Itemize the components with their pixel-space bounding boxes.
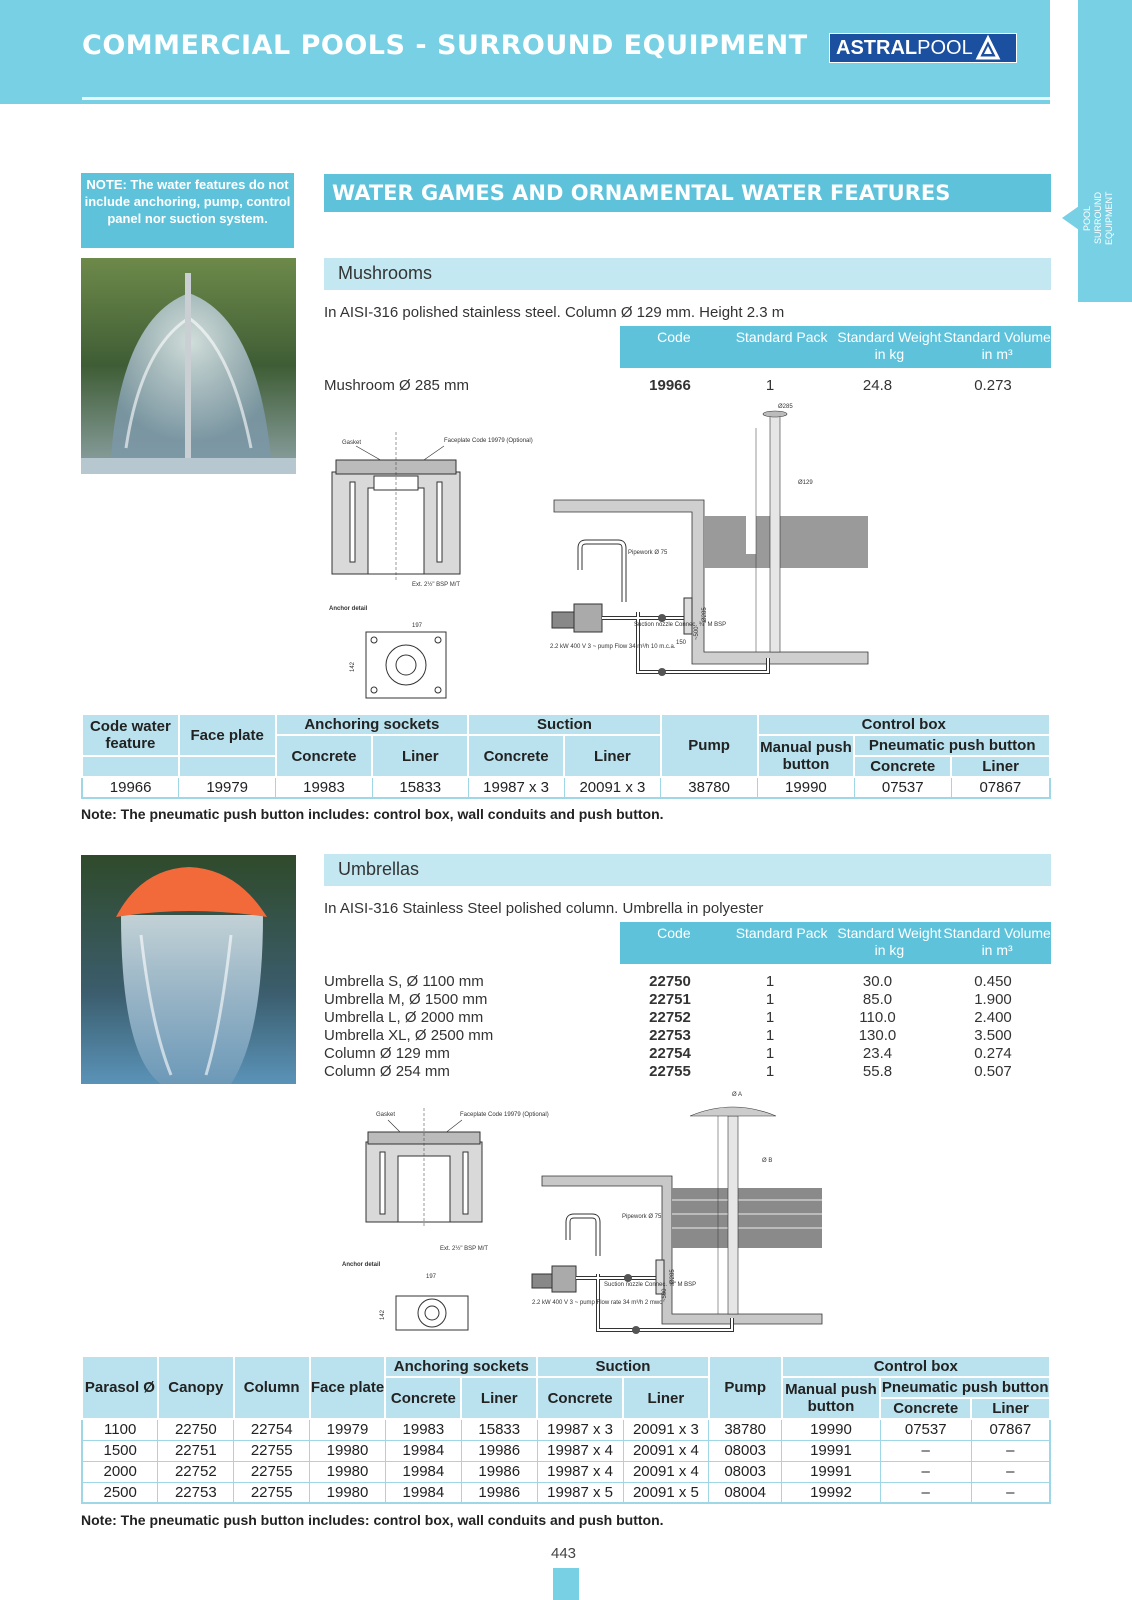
cell: 07867 [951, 777, 1050, 798]
label-gasket: Gasket [342, 440, 362, 446]
label-dim2: 142 [350, 661, 356, 672]
umbrellas-note: Note: The pneumatic push button includes: control box, wall conduits and push button. [81, 1512, 664, 1528]
spec-pack: 1 [765, 973, 775, 990]
cell: – [880, 1440, 971, 1461]
cell: 22754 [234, 1419, 310, 1440]
spec-weight: 24.8 [862, 377, 893, 394]
cell: 20091 x 4 [623, 1461, 709, 1482]
cell: – [971, 1461, 1050, 1482]
spec-name: Column Ø 254 mm [324, 1063, 450, 1080]
cell: 19984 [385, 1461, 461, 1482]
spec-header-weight: Standard Weight in kg [837, 925, 942, 958]
cell: – [880, 1482, 971, 1503]
spec-volume: 0.274 [974, 1045, 1012, 1062]
table-row [82, 777, 1050, 798]
spec-weight: 23.4 [862, 1045, 893, 1062]
th-liner: Liner [971, 1398, 1050, 1419]
th-face-plate: Face plate [310, 1356, 386, 1419]
umbrella-installation-diagram [532, 1088, 832, 1338]
spec-row [324, 1027, 1051, 1045]
cell: 22755 [234, 1461, 310, 1482]
label-faceplate: Faceplate Code 19979 (Optional) [444, 438, 533, 444]
label-anchor-detail: Anchor detail [329, 606, 368, 612]
logo-pool: POOL [917, 36, 973, 59]
th-concrete: Concrete [880, 1398, 971, 1419]
footer-tab [553, 1568, 579, 1600]
cell: 19983 [276, 777, 373, 798]
cell: – [880, 1461, 971, 1482]
cell: 19990 [758, 777, 855, 798]
spec-code: 22754 [649, 1045, 691, 1062]
label-ext: Ext. 2½" BSP M/T [412, 582, 461, 588]
cell: 22752 [158, 1461, 234, 1482]
spec-name: Column Ø 129 mm [324, 1045, 450, 1062]
th-suction: Suction [537, 1356, 709, 1377]
th-concrete: Concrete [537, 1377, 623, 1419]
cell: 19987 x 4 [537, 1461, 623, 1482]
th-canopy: Canopy [158, 1356, 234, 1419]
label-dim2: 142 [380, 1309, 386, 1320]
spec-pack: 1 [765, 991, 775, 1008]
mushroom-anchor-diagram [326, 432, 533, 704]
label-d150: 150 [676, 640, 687, 646]
label-pipework: Pipework Ø 75 [628, 550, 668, 556]
th-concrete: Concrete [385, 1377, 461, 1419]
cell: 19984 [385, 1440, 461, 1461]
cell: 19986 [461, 1461, 537, 1482]
spec-weight: 55.8 [862, 1063, 893, 1080]
spec-pack: 1 [765, 1063, 775, 1080]
cell: 19966 [82, 777, 179, 798]
side-tab-label: POOL SURROUND EQUIPMENT [1082, 191, 1114, 245]
spec-name: Umbrella S, Ø 1100 mm [324, 973, 484, 990]
label-d500: ~500 [662, 1288, 668, 1302]
table-row [82, 1440, 1050, 1461]
spec-header-weight: Standard Weight in kg [837, 329, 942, 362]
cell: 08004 [709, 1482, 782, 1503]
cell: 22755 [234, 1440, 310, 1461]
cell: 20091 x 3 [564, 777, 661, 798]
cell: 38780 [709, 1419, 782, 1440]
spec-row [324, 991, 1051, 1009]
cell: 19987 x 4 [537, 1440, 623, 1461]
th-pump: Pump [709, 1356, 782, 1419]
spec-row [324, 377, 1051, 395]
logo-brand: ASTRAL [836, 36, 918, 59]
logo-triangle-icon [977, 36, 999, 60]
spec-row [324, 973, 1051, 991]
label-dim1: 197 [412, 623, 423, 629]
cell: 19979 [179, 777, 276, 798]
th-pneumatic: Pneumatic push button [854, 735, 1050, 756]
th-pump: Pump [661, 714, 758, 777]
spec-header-code: Code [657, 329, 691, 345]
cell: 08003 [709, 1461, 782, 1482]
note-box: NOTE: The water features do not include anchoring, pump, control panel nor suction system. [81, 173, 294, 248]
header-divider [82, 97, 1050, 100]
cell: 08003 [709, 1440, 782, 1461]
mushroom-installation-diagram [538, 402, 870, 698]
spec-header-pack: Standard Pack [735, 925, 828, 941]
th-face-plate: Face plate [179, 714, 276, 756]
cell: 1100 [82, 1419, 158, 1440]
cell: 19992 [782, 1482, 881, 1503]
spec-name: Mushroom Ø 285 mm [324, 377, 470, 394]
spec-weight: 85.0 [862, 991, 893, 1008]
th-manual: Manual push button [758, 735, 855, 777]
mushrooms-note: Note: The pneumatic push button includes: control box, wall conduits and push button. [81, 806, 664, 822]
umbrellas-spec-header [620, 922, 1051, 964]
spec-volume: 0.507 [974, 1063, 1012, 1080]
th-parasol: Parasol Ø [82, 1356, 158, 1419]
cell: 07537 [854, 777, 951, 798]
spec-code: 22752 [649, 1009, 691, 1026]
label-db: Ø B [762, 1158, 773, 1164]
umbrella-anchor-diagram [340, 1108, 549, 1330]
spec-code: 22751 [649, 991, 691, 1008]
th-blank [179, 756, 276, 777]
spec-pack: 1 [765, 1045, 775, 1062]
label-pump: 2.2 kW 400 V 3 ~ pump Flow rate 34 m³/h 2 mwc [532, 1300, 663, 1306]
label-da: Ø A [732, 1092, 743, 1098]
cell: 38780 [661, 777, 758, 798]
cell: 19986 [461, 1482, 537, 1503]
label-suction: Suction nozzle Connec. ¾" M BSP [634, 622, 727, 628]
spec-volume: 0.450 [974, 973, 1012, 990]
th-concrete: Concrete [468, 735, 564, 777]
mushroom-photo [81, 258, 296, 474]
spec-pack: 1 [765, 377, 775, 394]
label-d500: ~500 [694, 626, 700, 640]
cell: – [971, 1482, 1050, 1503]
cell: 07537 [880, 1419, 971, 1440]
cell: 19983 [385, 1419, 461, 1440]
astralpool-logo [829, 33, 1017, 63]
cell: 2000 [82, 1461, 158, 1482]
label-d129: Ø129 [798, 480, 813, 486]
th-suction: Suction [468, 714, 661, 735]
umbrellas-description: In AISI-316 Stainless Steel polished column. Umbrella in polyester [324, 900, 764, 917]
th-concrete: Concrete [854, 756, 951, 777]
cell: 15833 [372, 777, 468, 798]
cell: 19980 [310, 1482, 386, 1503]
label-dim1: 197 [426, 1274, 437, 1280]
cell: 20091 x 5 [623, 1482, 709, 1503]
spec-pack: 1 [765, 1027, 775, 1044]
table-row [82, 1419, 1050, 1440]
th-pneumatic: Pneumatic push button [881, 1379, 1049, 1396]
label-d185: Ø285 [702, 607, 708, 622]
cell: 19987 x 5 [537, 1482, 623, 1503]
spec-header-code: Code [657, 925, 691, 941]
th-anchoring: Anchoring sockets [385, 1356, 537, 1377]
spec-row [324, 1009, 1051, 1027]
spec-header-volume: Standard Volume in m³ [943, 329, 1051, 362]
th-anchoring: Anchoring sockets [276, 714, 469, 735]
spec-volume: 3.500 [974, 1027, 1012, 1044]
cell: 20091 x 3 [623, 1419, 709, 1440]
cell: 19984 [385, 1482, 461, 1503]
th-liner: Liner [461, 1377, 537, 1419]
mushrooms-spec-header [620, 326, 1051, 368]
cell: 19991 [782, 1461, 881, 1482]
spec-volume: 1.900 [974, 991, 1012, 1008]
spec-code: 22755 [649, 1063, 691, 1080]
cell: 19986 [461, 1440, 537, 1461]
spec-name: Umbrella L, Ø 2000 mm [324, 1009, 484, 1026]
mushrooms-subheader: Mushrooms [324, 258, 1051, 290]
cell: 1500 [82, 1440, 158, 1461]
label-d285: Ø285 [670, 1269, 676, 1284]
side-tab-arrow-icon [1062, 206, 1079, 230]
cell: 22751 [158, 1440, 234, 1461]
th-manual: Manual push button [782, 1377, 881, 1419]
th-blank [82, 756, 179, 777]
label-suction: Suction nozzle Connec. ¾" M BSP [604, 1282, 697, 1288]
section-title: WATER GAMES AND ORNAMENTAL WATER FEATURES [324, 174, 1051, 212]
cell: 15833 [461, 1419, 537, 1440]
label-gasket: Gasket [376, 1112, 396, 1118]
page-title: COMMERCIAL POOLS - SURROUND EQUIPMENT [82, 30, 808, 61]
umbrellas-table [81, 1355, 1051, 1504]
table-row [82, 1461, 1050, 1482]
label-d285: Ø285 [778, 404, 793, 410]
cell: 20091 x 4 [623, 1440, 709, 1461]
spec-weight: 110.0 [859, 1009, 896, 1026]
spec-pack: 1 [765, 1009, 775, 1026]
cell: 2500 [82, 1482, 158, 1503]
th-liner: Liner [951, 756, 1050, 777]
th-concrete: Concrete [276, 735, 373, 777]
cell: 19987 x 3 [537, 1419, 623, 1440]
cell: 07867 [971, 1419, 1050, 1440]
page-number: 443 [551, 1545, 577, 1562]
side-tab[interactable] [1078, 0, 1132, 302]
spec-weight: 30.0 [862, 973, 893, 990]
spec-header-pack: Standard Pack [735, 329, 828, 345]
spec-volume: 2.400 [974, 1009, 1012, 1026]
th-column: Column [234, 1356, 310, 1419]
spec-name: Umbrella M, Ø 1500 mm [324, 991, 488, 1008]
spec-header-volume: Standard Volume in m³ [943, 925, 1051, 958]
label-faceplate: Faceplate Code 19979 (Optional) [460, 1112, 549, 1118]
cell: – [971, 1440, 1050, 1461]
spec-code: 22750 [649, 973, 691, 990]
th-control: Control box [782, 1356, 1050, 1377]
cell: 19980 [310, 1461, 386, 1482]
umbrella-photo [81, 855, 296, 1084]
spec-code: 19966 [649, 377, 691, 394]
label-anchor-detail: Anchor detail [342, 1262, 381, 1268]
spec-code: 22753 [649, 1027, 691, 1044]
cell: 22750 [158, 1419, 234, 1440]
mushrooms-description: In AISI-316 polished stainless steel. Column Ø 129 mm. Height 2.3 m [324, 304, 785, 321]
th-liner: Liner [372, 735, 468, 777]
mushrooms-table [81, 713, 1051, 799]
umbrellas-subheader: Umbrellas [324, 854, 1051, 886]
label-pump: 2.2 kW 400 V 3 ~ pump Flow 34 m³/h 10 m.c.a. [550, 644, 676, 650]
spec-row [324, 1045, 1051, 1063]
th-code: Code water feature [82, 714, 179, 756]
cell: 19979 [310, 1419, 386, 1440]
cell: 19990 [782, 1419, 881, 1440]
cell: 19991 [782, 1440, 881, 1461]
spec-row [324, 1063, 1051, 1081]
label-pipework: Pipework Ø 75 [622, 1214, 662, 1220]
th-control: Control box [758, 714, 1050, 735]
label-ext: Ext. 2½" BSP M/T [440, 1246, 489, 1252]
cell: 19987 x 3 [468, 777, 564, 798]
table-row [82, 1482, 1050, 1503]
spec-name: Umbrella XL, Ø 2500 mm [324, 1027, 494, 1044]
spec-weight: 130.0 [858, 1027, 897, 1044]
th-liner: Liner [564, 735, 661, 777]
spec-volume: 0.273 [974, 377, 1012, 394]
cell: 19980 [310, 1440, 386, 1461]
cell: 22755 [234, 1482, 310, 1503]
cell: 22753 [158, 1482, 234, 1503]
th-liner: Liner [623, 1377, 709, 1419]
